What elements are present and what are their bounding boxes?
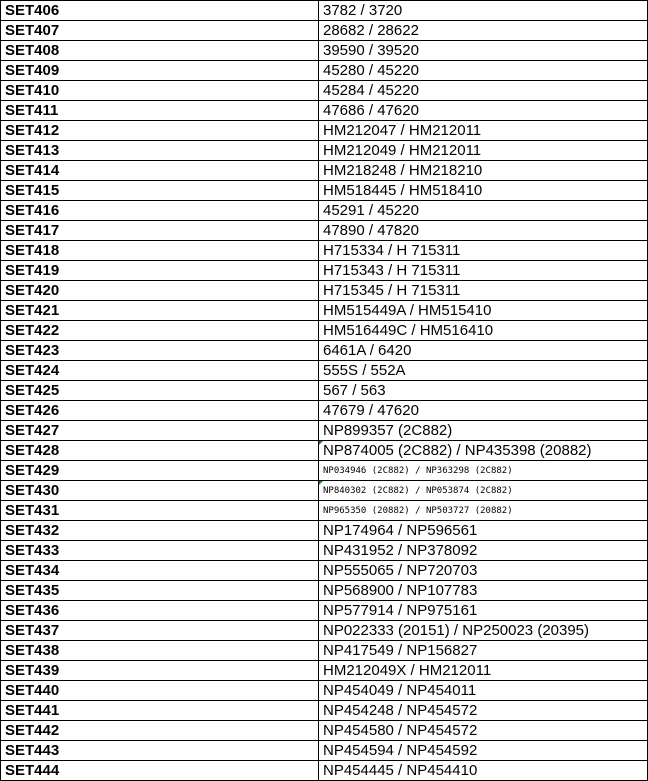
- set-code-cell[interactable]: SET440: [1, 681, 319, 701]
- part-numbers-cell[interactable]: NP965350 (20882) / NP503727 (20882): [319, 501, 648, 521]
- table-row: [1, 561, 648, 581]
- table-row: [1, 361, 648, 381]
- set-code-cell[interactable]: SET423: [1, 341, 319, 361]
- table-row: [1, 221, 648, 241]
- set-code-cell[interactable]: SET406: [1, 1, 319, 21]
- table-row: [1, 481, 648, 501]
- table-row: [1, 21, 648, 41]
- table-row: [1, 341, 648, 361]
- part-numbers-cell[interactable]: HM212049 / HM212011: [319, 141, 648, 161]
- table-row: [1, 281, 648, 301]
- set-code-cell[interactable]: SET414: [1, 161, 319, 181]
- part-numbers-cell[interactable]: NP454049 / NP454011: [319, 681, 648, 701]
- part-numbers-cell[interactable]: NP555065 / NP720703: [319, 561, 648, 581]
- part-numbers-cell[interactable]: NP431952 / NP378092: [319, 541, 648, 561]
- part-numbers-cell[interactable]: 47679 / 47620: [319, 401, 648, 421]
- table-row: [1, 501, 648, 521]
- part-numbers-cell[interactable]: 47686 / 47620: [319, 101, 648, 121]
- set-code-cell[interactable]: SET413: [1, 141, 319, 161]
- part-numbers-cell[interactable]: NP034946 (2C882) / NP363298 (2C882): [319, 461, 648, 481]
- set-code-cell[interactable]: SET417: [1, 221, 319, 241]
- set-code-cell[interactable]: SET431: [1, 501, 319, 521]
- table-row: [1, 601, 648, 621]
- set-code-cell[interactable]: SET426: [1, 401, 319, 421]
- set-code-cell[interactable]: SET415: [1, 181, 319, 201]
- table-row: [1, 241, 648, 261]
- table-row: [1, 181, 648, 201]
- set-code-cell[interactable]: SET410: [1, 81, 319, 101]
- table-row: [1, 101, 648, 121]
- part-numbers-cell[interactable]: NP417549 / NP156827: [319, 641, 648, 661]
- set-code-cell[interactable]: SET444: [1, 761, 319, 781]
- table-row: [1, 701, 648, 721]
- set-code-cell[interactable]: SET433: [1, 541, 319, 561]
- table-row: [1, 261, 648, 281]
- set-code-cell[interactable]: SET438: [1, 641, 319, 661]
- part-numbers-cell[interactable]: NP577914 / NP975161: [319, 601, 648, 621]
- table-row: [1, 681, 648, 701]
- part-numbers-cell[interactable]: HM516449C / HM516410: [319, 321, 648, 341]
- table-row: [1, 721, 648, 741]
- set-code-cell[interactable]: SET441: [1, 701, 319, 721]
- part-numbers-cell[interactable]: NP568900 / NP107783: [319, 581, 648, 601]
- part-numbers-cell[interactable]: H715345 / H 715311: [319, 281, 648, 301]
- set-code-cell[interactable]: SET408: [1, 41, 319, 61]
- table-row: [1, 621, 648, 641]
- table-row: [1, 301, 648, 321]
- set-code-cell[interactable]: SET422: [1, 321, 319, 341]
- part-numbers-cell[interactable]: 28682 / 28622: [319, 21, 648, 41]
- set-code-cell[interactable]: SET424: [1, 361, 319, 381]
- set-code-cell[interactable]: SET420: [1, 281, 319, 301]
- table-row: [1, 381, 648, 401]
- table-row: [1, 421, 648, 441]
- set-code-cell[interactable]: SET418: [1, 241, 319, 261]
- part-numbers-cell[interactable]: NP454445 / NP454410: [319, 761, 648, 781]
- part-numbers-cell[interactable]: 39590 / 39520: [319, 41, 648, 61]
- set-code-cell[interactable]: SET419: [1, 261, 319, 281]
- set-code-cell[interactable]: SET411: [1, 101, 319, 121]
- table-row: [1, 761, 648, 781]
- part-numbers-cell[interactable]: HM212049X / HM212011: [319, 661, 648, 681]
- parts-table-body: [1, 1, 648, 781]
- table-row: [1, 581, 648, 601]
- table-row: [1, 461, 648, 481]
- set-code-cell[interactable]: SET443: [1, 741, 319, 761]
- part-numbers-cell[interactable]: HM518445 / HM518410: [319, 181, 648, 201]
- part-numbers-cell[interactable]: NP454580 / NP454572: [319, 721, 648, 741]
- part-numbers-cell[interactable]: HM218248 / HM218210: [319, 161, 648, 181]
- set-code-cell[interactable]: SET409: [1, 61, 319, 81]
- table-row: [1, 121, 648, 141]
- part-numbers-cell[interactable]: NP174964 / NP596561: [319, 521, 648, 541]
- set-code-cell[interactable]: SET442: [1, 721, 319, 741]
- part-numbers-cell[interactable]: 45284 / 45220: [319, 81, 648, 101]
- set-code-cell[interactable]: SET407: [1, 21, 319, 41]
- part-numbers-cell[interactable]: NP874005 (2C882) / NP435398 (20882): [319, 441, 648, 461]
- table-row: [1, 161, 648, 181]
- table-row: [1, 141, 648, 161]
- set-code-cell[interactable]: SET412: [1, 121, 319, 141]
- table-row: [1, 541, 648, 561]
- table-row: [1, 661, 648, 681]
- table-row: [1, 201, 648, 221]
- set-code-cell[interactable]: SET416: [1, 201, 319, 221]
- set-code-cell[interactable]: SET429: [1, 461, 319, 481]
- set-code-cell[interactable]: SET437: [1, 621, 319, 641]
- part-numbers-cell[interactable]: 45291 / 45220: [319, 201, 648, 221]
- part-numbers-cell[interactable]: 47890 / 47820: [319, 221, 648, 241]
- part-numbers-cell[interactable]: 6461A / 6420: [319, 341, 648, 361]
- set-code-cell[interactable]: SET421: [1, 301, 319, 321]
- set-code-cell[interactable]: SET427: [1, 421, 319, 441]
- part-numbers-cell[interactable]: HM212047 / HM212011: [319, 121, 648, 141]
- part-numbers-cell[interactable]: 3782 / 3720: [319, 1, 648, 21]
- table-row: [1, 401, 648, 421]
- part-numbers-cell[interactable]: NP454594 / NP454592: [319, 741, 648, 761]
- table-row: [1, 1, 648, 21]
- table-row: [1, 321, 648, 341]
- part-numbers-cell[interactable]: NP840302 (2C882) / NP053874 (2C882): [319, 481, 648, 501]
- table-row: [1, 521, 648, 541]
- table-row: [1, 81, 648, 101]
- part-numbers-cell[interactable]: 555S / 552A: [319, 361, 648, 381]
- set-code-cell[interactable]: SET428: [1, 441, 319, 461]
- set-code-cell[interactable]: SET425: [1, 381, 319, 401]
- part-numbers-cell[interactable]: NP022333 (20151) / NP250023 (20395): [319, 621, 648, 641]
- part-numbers-cell[interactable]: H715343 / H 715311: [319, 261, 648, 281]
- set-code-cell[interactable]: SET439: [1, 661, 319, 681]
- table-row: [1, 641, 648, 661]
- table-row: [1, 61, 648, 81]
- set-code-cell[interactable]: SET436: [1, 601, 319, 621]
- part-numbers-cell[interactable]: H715334 / H 715311: [319, 241, 648, 261]
- table-row: [1, 41, 648, 61]
- part-numbers-cell[interactable]: NP454248 / NP454572: [319, 701, 648, 721]
- set-code-cell[interactable]: SET432: [1, 521, 319, 541]
- set-code-cell[interactable]: SET430: [1, 481, 319, 501]
- set-code-cell[interactable]: SET435: [1, 581, 319, 601]
- part-numbers-cell[interactable]: 45280 / 45220: [319, 61, 648, 81]
- part-numbers-cell[interactable]: 567 / 563: [319, 381, 648, 401]
- part-numbers-cell[interactable]: NP899357 (2C882): [319, 421, 648, 441]
- set-code-cell[interactable]: SET434: [1, 561, 319, 581]
- part-numbers-cell[interactable]: HM515449A / HM515410: [319, 301, 648, 321]
- table-row: [1, 441, 648, 461]
- table-row: [1, 741, 648, 761]
